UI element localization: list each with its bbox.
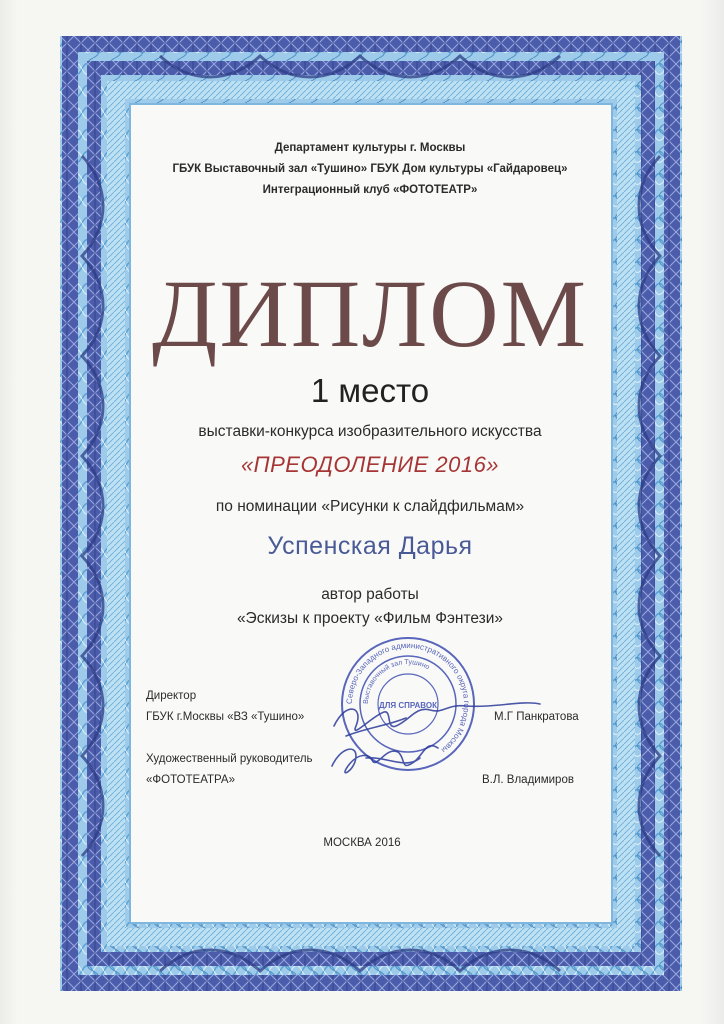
director-organization: ГБУК г.Москвы «ВЗ «Тушино» xyxy=(146,711,305,723)
art-director-name: В.Л. Владимиров xyxy=(482,774,574,786)
exhibition-line: выставки-конкурса изобразительного искусства xyxy=(198,423,542,440)
stamp-center-text: ДЛЯ СПРАВОК xyxy=(379,701,437,710)
header-club: Интеграционный клуб «ФОТОТЕАТР» xyxy=(262,184,478,196)
nomination-line: по номинации «Рисунки к слайдфильмам» xyxy=(215,498,525,515)
stamp-inner-text: Выставочный зал Тушино xyxy=(362,658,431,705)
stamp-ring-text: Северо-Западного административного округа города Москвы xyxy=(344,640,472,755)
art-director-organization: «ФОТОТЕАТРА» xyxy=(146,774,235,786)
header-organizations: ГБУК Выставочный зал «Тушино» ГБУК Дом культуры «Гайдаровец» xyxy=(172,163,568,175)
place-label: 1 место xyxy=(310,372,430,409)
diploma-title: ДИПЛОМ xyxy=(152,260,588,367)
handwritten-signature xyxy=(326,696,556,786)
art-director-title: Художественный руководитель xyxy=(146,753,313,765)
author-label: автор работы xyxy=(321,586,419,603)
winner-name: Успенская Дарья xyxy=(267,532,473,560)
footer-city-year: МОСКВА 2016 xyxy=(323,837,401,849)
work-title: «Эскизы к проекту «Фильм Фэнтези» xyxy=(236,610,504,627)
director-name: М.Г Панкратова xyxy=(494,711,579,723)
contest-name: «ПРЕОДОЛЕНИЕ 2016» xyxy=(240,452,500,477)
header-department: Департамент культуры г. Москвы xyxy=(274,142,466,154)
director-title: Директор xyxy=(146,690,197,702)
diploma-content xyxy=(130,0,610,1024)
